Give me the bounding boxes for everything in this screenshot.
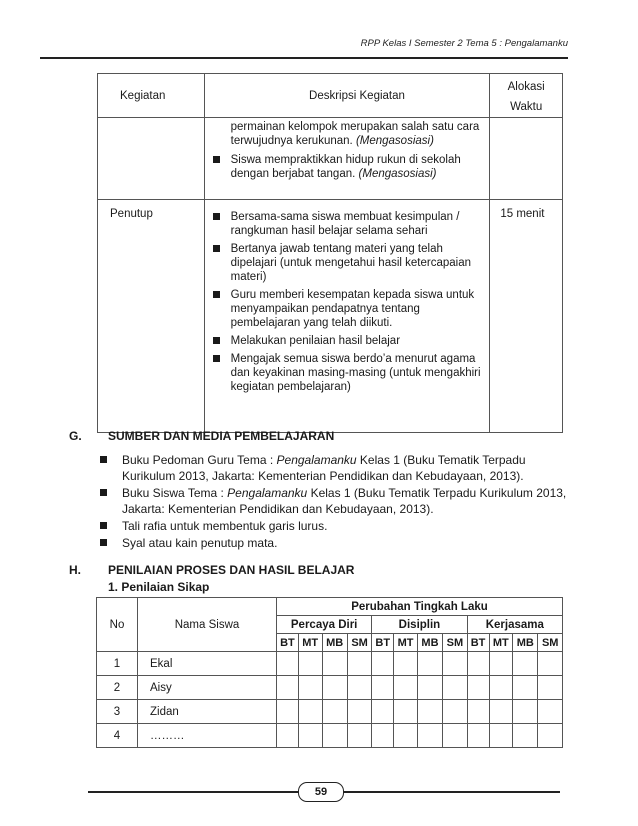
source-theme: Pengalamanku (276, 453, 357, 467)
footer-rule-right (340, 791, 560, 793)
running-header: RPP Kelas I Semester 2 Tema 5 : Pengalamanku (360, 38, 568, 49)
source-text: Tali rafia untuk membentuk garis lurus. (122, 519, 328, 533)
list-item: Bertanya jawab tentang materi yang telah dipelajari (untuk mengetahui hasil ketercapaian materi) (205, 242, 484, 284)
list-item (98, 518, 568, 534)
continued-first-body: permainan kelompok merupakan salah satu cara terwujudnya kerukunan. (230, 121, 480, 147)
continued-first-note: (Mengasosiasi) (355, 135, 434, 147)
subsection-title: 1. Penilaian Sikap (108, 580, 210, 594)
code-bt: BT (277, 634, 299, 652)
page-number: 59 (298, 782, 344, 802)
list-item (205, 153, 484, 181)
row-no: 1 (97, 652, 138, 676)
row-no: 4 (97, 724, 138, 748)
header-nama: Nama Siswa (138, 598, 277, 652)
row-name: ……… (138, 724, 277, 748)
header-group: Perubahan Tingkah Laku (277, 598, 563, 616)
code-mb: MB (513, 634, 538, 652)
bullet-text: Siswa mempraktikkan hidup rukun di sekolah dengan berjabat tangan. (230, 154, 461, 180)
continued-first-text (205, 120, 484, 148)
activity-table (97, 73, 563, 433)
header-disiplin: Disiplin (372, 616, 467, 634)
code-sm: SM (538, 634, 563, 652)
table-row (97, 724, 563, 748)
source-text: Buku Siswa Tema : (122, 486, 228, 500)
row-name: Aisy (138, 676, 277, 700)
footer-rule-left (88, 791, 300, 793)
header-kerjasama: Kerjasama (467, 616, 562, 634)
code-mt: MT (394, 634, 418, 652)
header-no: No (97, 598, 138, 652)
code-mb: MB (322, 634, 347, 652)
header-deskripsi: Deskripsi Kegiatan (204, 74, 490, 118)
source-text-rest: Kelas 1 (Buku Tematik Terpadu Kurikulum 2013, Jakarta: Kementerian Pendidikan dan Kebudayaan, 2013). (122, 486, 567, 516)
section-g-letter: G. (69, 429, 82, 443)
source-theme: Pengalamanku (227, 486, 308, 500)
code-mt: MT (298, 634, 322, 652)
source-text: Buku Pedoman Guru Tema : (122, 453, 277, 467)
list-item: Melakukan penilaian hasil belajar (205, 334, 484, 348)
penutup-time: 15 menit (490, 200, 563, 433)
list-item: Mengajak semua siswa berdo’a menurut agama dan keyakinan masing-masing (untuk mengakhiri kegiatan pembelajaran) (205, 352, 484, 394)
code-mb: MB (417, 634, 442, 652)
code-sm: SM (347, 634, 371, 652)
penutup-bullets (205, 202, 484, 394)
section-h-letter: H. (69, 563, 81, 577)
list-item (98, 535, 568, 551)
row-name: Ekal (138, 652, 277, 676)
table-row (97, 652, 563, 676)
activity-row-continued (98, 118, 563, 200)
list-item: Guru memberi kesempatan kepada siswa untuk menyampaikan pendapatnya tentang pembelajaran yang telah diikuti. (205, 288, 484, 330)
continued-kegiatan-cell (98, 118, 205, 200)
row-no: 2 (97, 676, 138, 700)
source-list (98, 452, 568, 552)
code-bt: BT (372, 634, 394, 652)
list-item: Bersama-sama siswa membuat kesimpulan / rangkuman hasil belajar selama sehari (205, 210, 484, 238)
assessment-header-row-1 (97, 598, 563, 616)
code-bt: BT (467, 634, 489, 652)
continued-desc-cell (204, 118, 490, 200)
row-no: 3 (97, 700, 138, 724)
bullet-note: (Mengasosiasi) (358, 168, 437, 180)
list-item (98, 452, 568, 484)
penutup-label: Penutup (98, 200, 205, 433)
code-mt: MT (489, 634, 513, 652)
table-row (97, 700, 563, 724)
code-sm: SM (443, 634, 467, 652)
source-text-rest: Kelas 1 (Buku Tematik Terpadu Kurikulum 2013, Jakarta: Kementerian Pendidikan dan Kebudayaan, 2013). (122, 453, 526, 483)
penutup-desc-cell (204, 200, 490, 433)
header-alokasi: Alokasi Waktu (490, 74, 563, 118)
activity-row-penutup (98, 200, 563, 433)
header-rule (40, 57, 568, 59)
header-percaya-diri: Percaya Diri (277, 616, 372, 634)
continued-alokasi-cell (490, 118, 563, 200)
row-name: Zidan (138, 700, 277, 724)
continued-bullets (205, 153, 484, 181)
section-g-title: SUMBER DAN MEDIA PEMBELAJARAN (108, 429, 335, 443)
table-row (97, 676, 563, 700)
section-h-title: PENILAIAN PROSES DAN HASIL BELAJAR (108, 563, 355, 577)
activity-header-row (98, 74, 563, 118)
assessment-table (96, 597, 563, 748)
source-text: Syal atau kain penutup mata. (122, 536, 278, 550)
list-item (98, 485, 568, 517)
header-kegiatan: Kegiatan (98, 74, 205, 118)
